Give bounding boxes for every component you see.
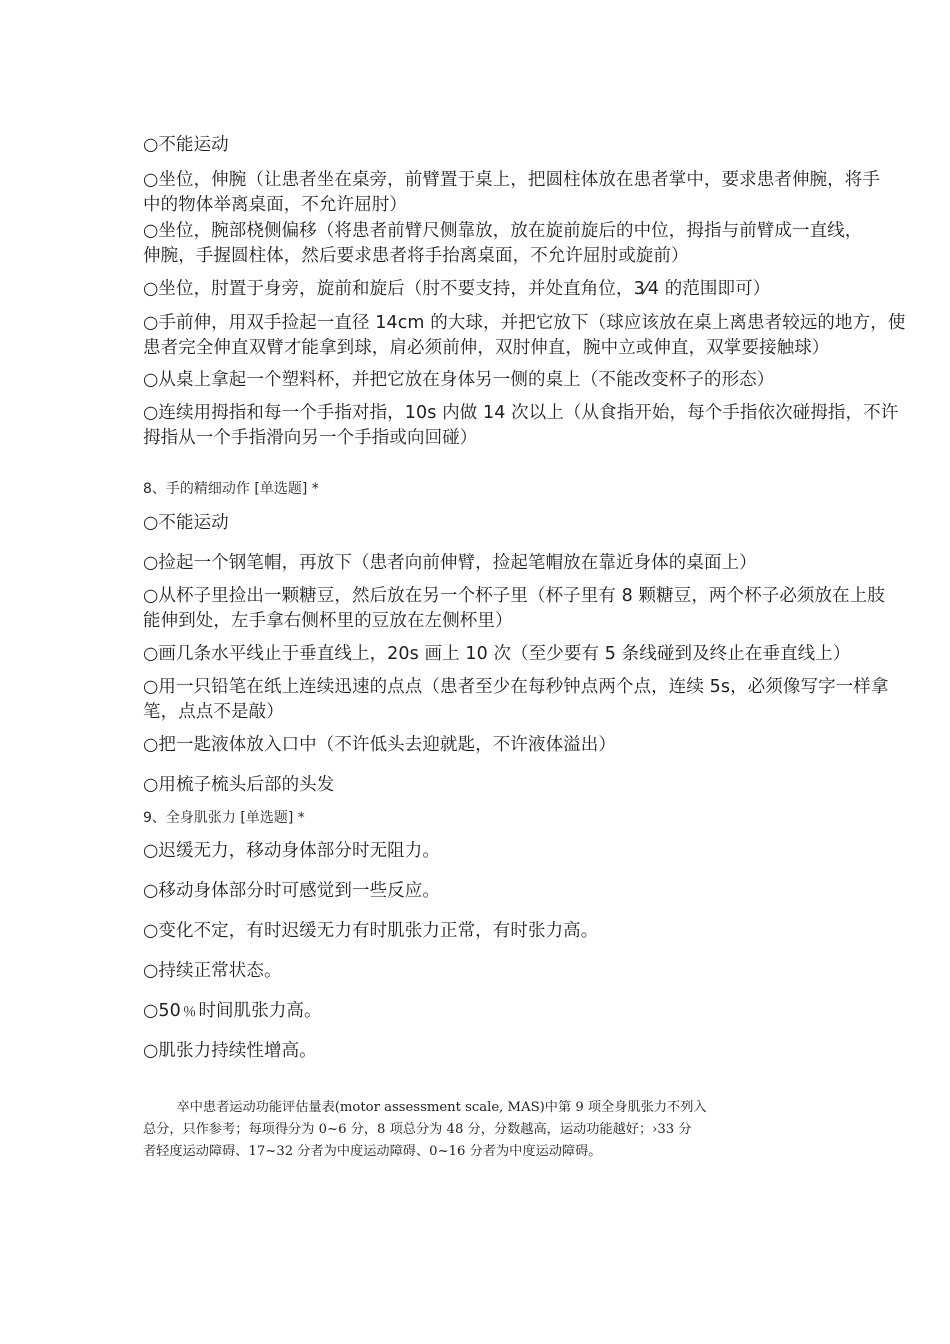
q8-option-2[interactable]: ○从杯子里捡出一颗糖豆，然后放在另一个杯子里（杯子里有 8 颗糖豆，两个杯子必须放在上肢 能伸到处，左手拿右侧杯里的豆放在左侧杯里）: [143, 586, 885, 631]
q9-option-3[interactable]: ○持续正常状态。: [143, 961, 282, 981]
question-8-title: 8、手的精细动作 [单选题] *: [143, 481, 319, 497]
scale-note-paragraph: 卒中患者运动功能评估量表(motor assessment scale, MAS)中第 9 项全身肌张力不列入 总分，只作参考；每项得分为 0~6 分，8 项总分为 48 分，分数越高，运动功能越好；›33 分 者轻度运动障碍、17~32 分者为中度运动障碍、0~16 分者为中度运动障碍。: [143, 1100, 707, 1159]
q7-option-3[interactable]: ○坐位，肘置于身旁，旋前和旋后（肘不要支持，并处直角位，3⁄4 的范围即可）: [143, 279, 771, 299]
q8-option-5[interactable]: ○把一匙液体放入口中（不许低头去迎就匙，不许液体溢出）: [143, 735, 616, 755]
q8-option-1[interactable]: ○捡起一个钢笔帽，再放下（患者向前伸臂，捡起笔帽放在靠近身体的桌面上）: [143, 553, 757, 573]
q9-option-5[interactable]: ○肌张力持续性增高。: [143, 1041, 317, 1061]
q8-option-4[interactable]: ○用一只铅笔在纸上连续迅速的点点（患者至少在每秒钟点两个点，连续 5s，必须像写字一样拿 笔，点点不是敲）: [143, 677, 889, 722]
q7-option-4[interactable]: ○手前伸，用双手捡起一直径 14cm 的大球，并把它放下（球应该放在桌上离患者较远的地方，使 患者完全伸直双臂才能拿到球，肩必须前伸，双肘伸直，腕中立或伸直，双掌要接触球）: [143, 313, 906, 358]
q7-option-2[interactable]: ○坐位，腕部桡侧偏移（将患者前臂尺侧靠放，放在旋前旋后的中位，拇指与前臂成一直线， 伸腕，手握圆柱体，然后要求患者将手抬离桌面，不允许屈肘或旋前）: [143, 221, 863, 266]
q7-option-5[interactable]: ○从桌上拿起一个塑料杯，并把它放在身体另一侧的桌上（不能改变杯子的形态）: [143, 370, 775, 390]
q8-option-6[interactable]: ○用梳子梳头后部的头发: [143, 775, 335, 795]
q7-option-6[interactable]: ○连续用拇指和每一个手指对指，10s 内做 14 次以上（从食指开始，每个手指依次碰拇指，不许 拇指从一个手指滑向另一个手指或向回碰）: [143, 403, 899, 448]
q9-option-0[interactable]: ○迟缓无力，移动身体部分时无阻力。: [143, 841, 440, 861]
q9-option-1[interactable]: ○移动身体部分时可感觉到一些反应。: [143, 881, 440, 901]
q8-option-0[interactable]: ○不能运动: [143, 513, 229, 533]
q8-option-3[interactable]: ○画几条水平线止于垂直线上，20s 画上 10 次（至少要有 5 条线碰到及终止在垂直线上）: [143, 644, 851, 664]
question-9-title: 9、全身肌张力 [单选题] *: [143, 810, 305, 826]
q7-option-1[interactable]: ○坐位，伸腕（让患者坐在桌旁，前臂置于桌上，把圆柱体放在患者掌中，要求患者伸腕，将手 中的物体举离桌面，不允许屈肘）: [143, 170, 880, 215]
q9-option-2[interactable]: ○变化不定，有时迟缓无力有时肌张力正常，有时张力高。: [143, 921, 599, 941]
q9-option-4[interactable]: ○50﹪时间肌张力高。: [143, 1001, 322, 1021]
q7-option-0[interactable]: ○不能运动: [143, 135, 229, 155]
